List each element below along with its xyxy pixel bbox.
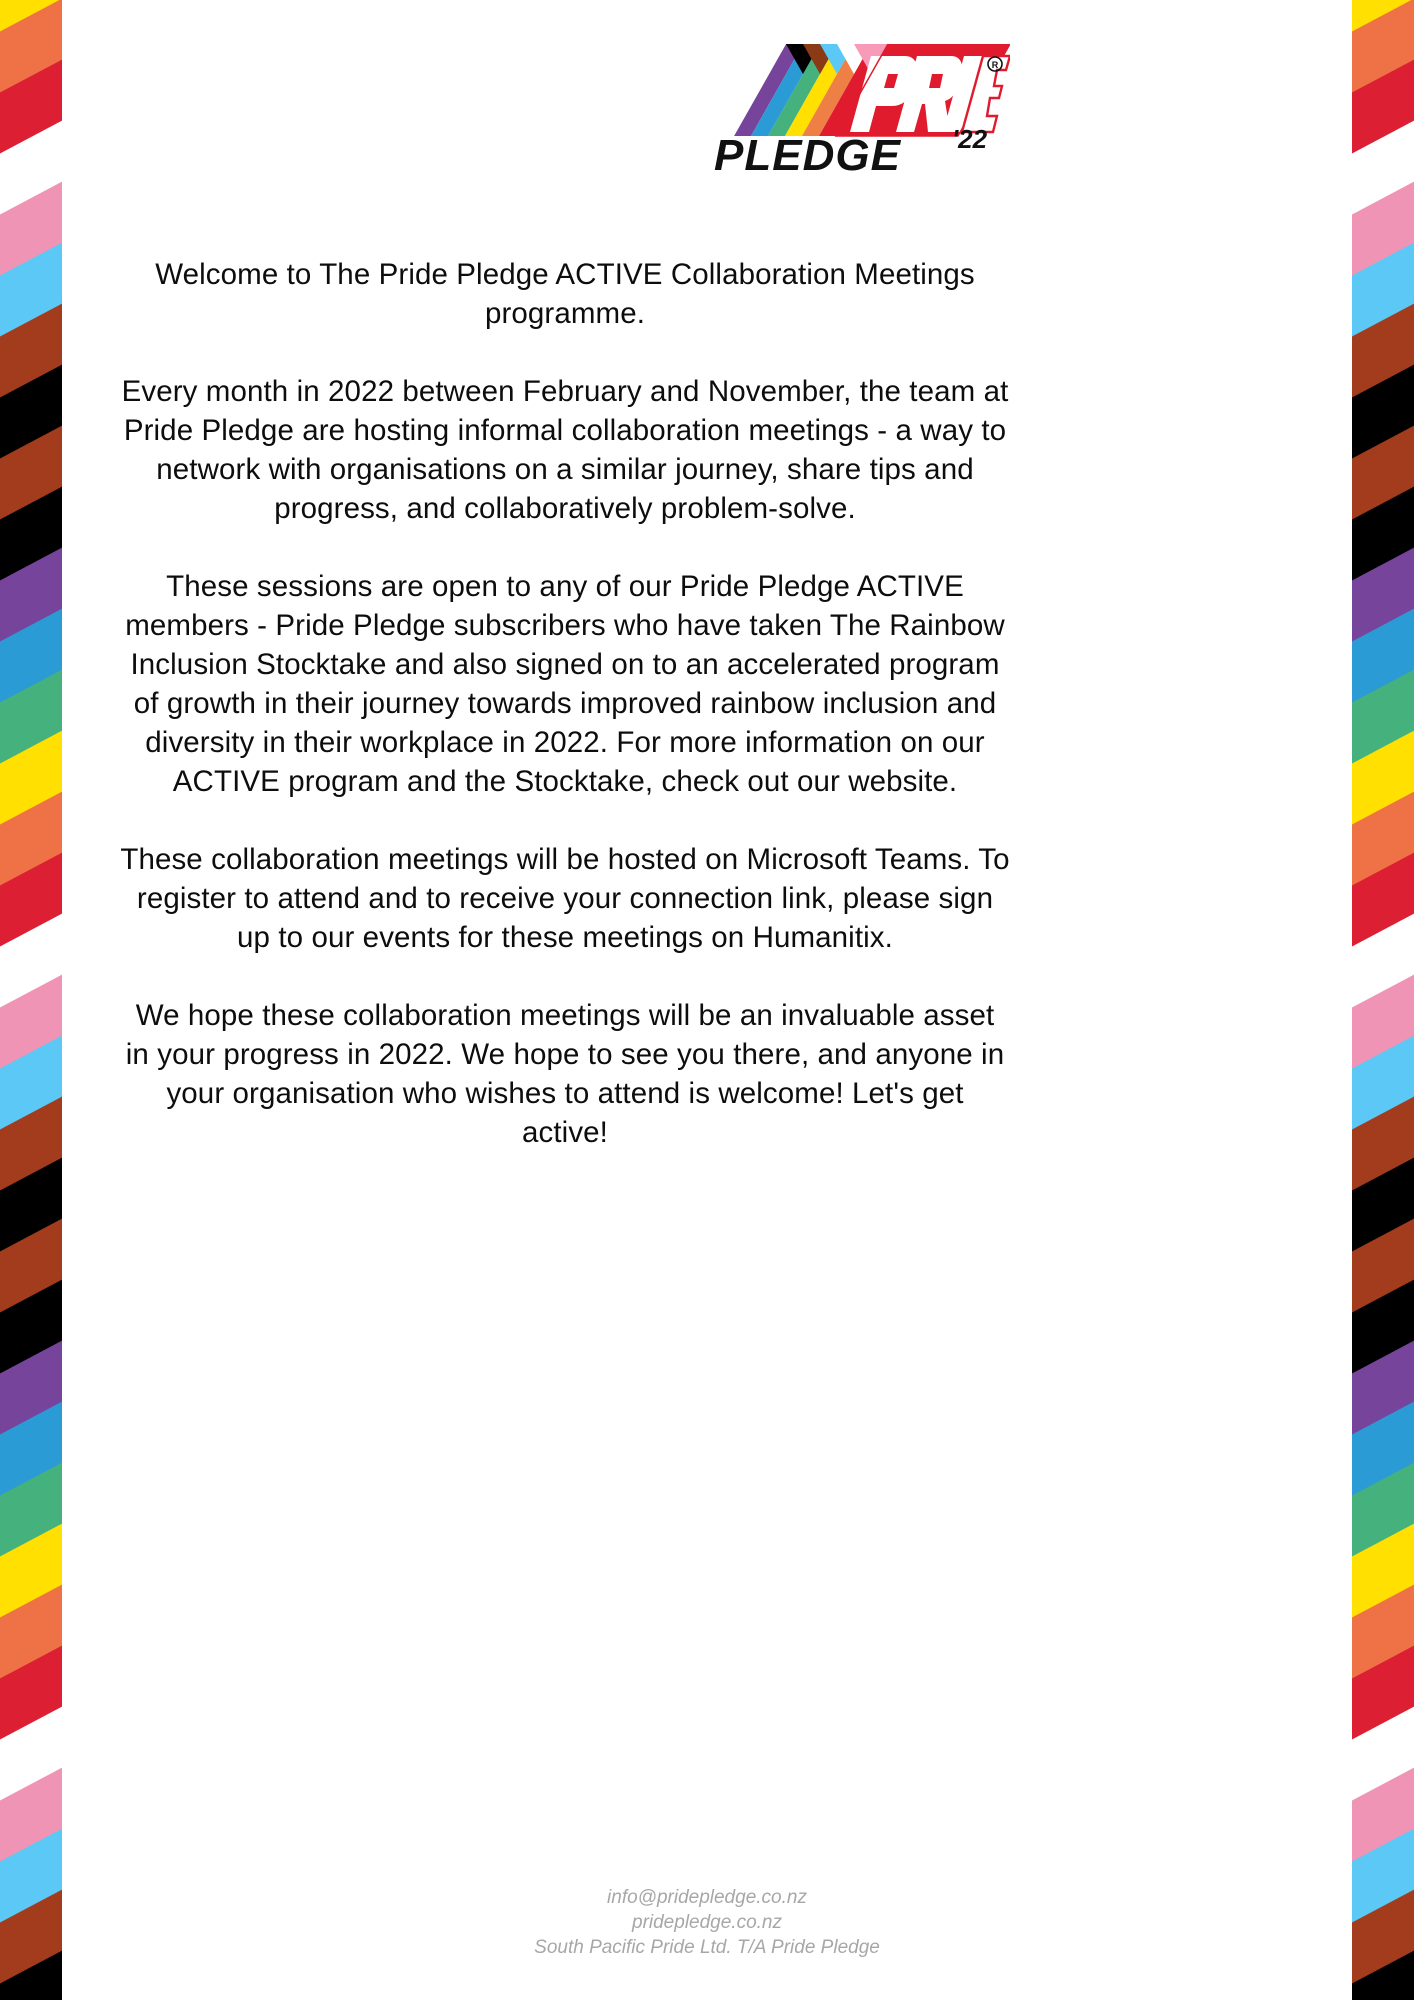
footer	[0, 1885, 1414, 1960]
footer-legal: South Pacific Pride Ltd. T/A Pride Pledge	[534, 1937, 880, 1958]
paragraph-registration: These collaboration meetings will be hosted on Microsoft Teams. To register to attend and to receive your connection link, please sign up to our events for these meetings on Humanitix.	[120, 843, 1018, 954]
footer-email[interactable]: info@pridepledge.co.nz	[607, 1887, 807, 1908]
paragraph-schedule: Every month in 2022 between February and November, the team at Pride Pledge are hosting informal collaboration meetings - a way to network with organisations on a similar journey, share tips and progress, and collaboratively problem-solve.	[121, 375, 1017, 525]
footer-website[interactable]: pridepledge.co.nz	[632, 1912, 782, 1933]
logo-pledge-wordmark: PLEDGE	[714, 131, 901, 174]
svg-text:R: R	[991, 60, 999, 70]
right-stripe-strip	[1352, 0, 1414, 2000]
logo-year-badge: '22	[952, 124, 988, 154]
body-content	[120, 255, 1018, 1152]
paragraph-welcome: Welcome to The Pride Pledge ACTIVE Collaboration Meetings programme.	[155, 258, 984, 330]
pride-pledge-logo	[700, 44, 1010, 174]
right-pride-stripe-border	[1352, 0, 1414, 2000]
paragraph-closing: We hope these collaboration meetings will be an invaluable asset in your progress in 2022. We hope to see you there, and anyone in your organisation who wishes to attend is welcome! Let's get active!	[125, 999, 1013, 1149]
pride-pledge-logo-svg	[700, 44, 1010, 174]
left-stripe-strip	[0, 0, 62, 2000]
paragraph-eligibility: These sessions are open to any of our Pride Pledge ACTIVE members - Pride Pledge subscribers who have taken The Rainbow Inclusion Stocktake and also signed on to an accelerated program of growth in their journey towards improved rainbow inclusion and diversity in their workplace in 2022. For more information on our ACTIVE program and the Stocktake, check out our website.	[125, 570, 1014, 798]
left-pride-stripe-border	[0, 0, 62, 2000]
